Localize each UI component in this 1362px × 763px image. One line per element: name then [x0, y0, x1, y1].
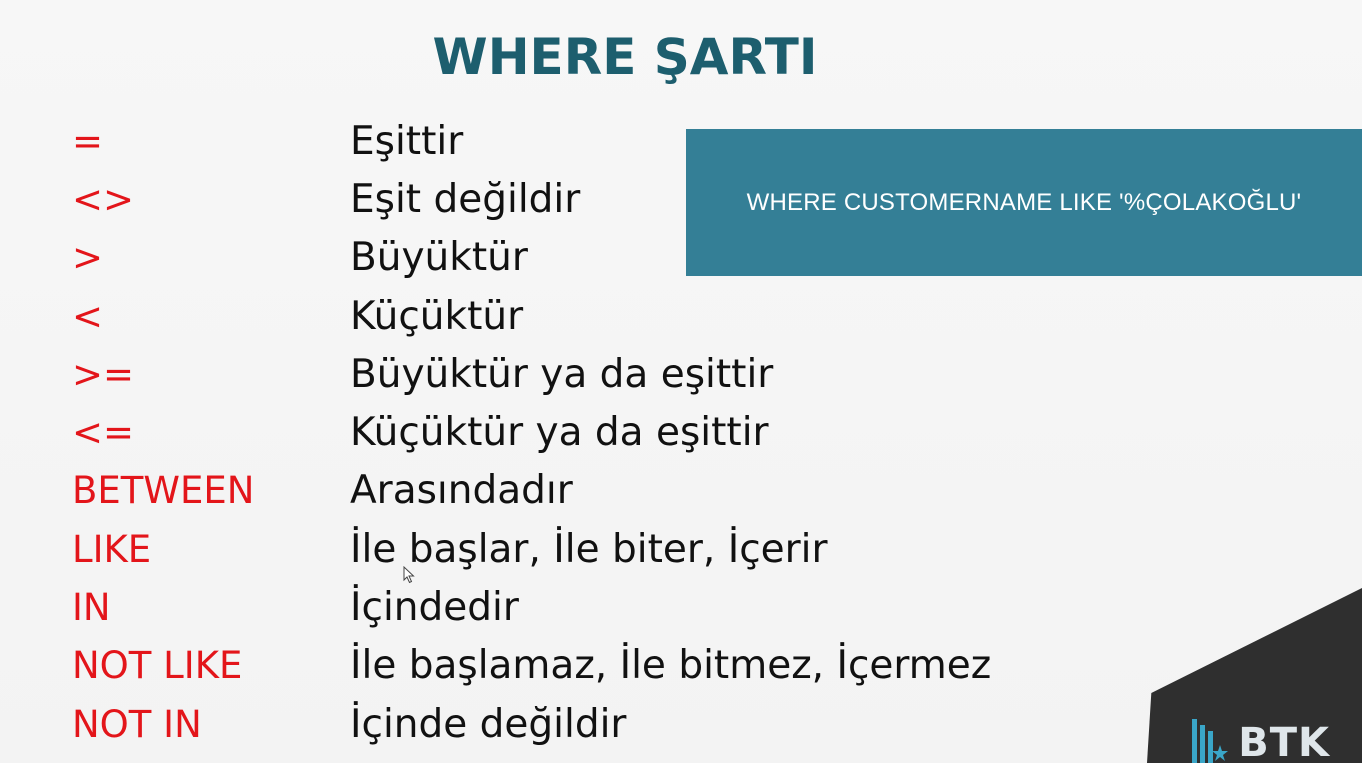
operator-row	[72, 695, 1072, 753]
operator-description: Büyüktür ya da eşittir	[350, 351, 774, 397]
operator-symbol: <	[72, 294, 104, 338]
operator-description: İçinde değildir	[350, 701, 627, 747]
operator-description: İle başlar, İle biter, İçerir	[350, 526, 828, 572]
operator-row	[72, 403, 1072, 461]
operator-symbol: LIKE	[72, 527, 152, 571]
example-query: WHERE CUSTOMERNAME LIKE '%ÇOLAKOĞLU'	[746, 188, 1302, 216]
operator-description: Arasındadır	[350, 468, 573, 514]
operator-row	[72, 345, 1072, 403]
operator-symbol: >	[72, 236, 104, 280]
mouse-cursor-icon	[403, 566, 415, 584]
operator-description: İle başlamaz, İle bitmez, İçermez	[350, 643, 992, 689]
operator-row	[72, 578, 1072, 636]
btk-logo	[1190, 715, 1330, 763]
example-box	[686, 129, 1362, 276]
operator-symbol: NOT LIKE	[72, 644, 243, 688]
operator-row	[72, 287, 1072, 345]
operator-row	[72, 637, 1072, 695]
operator-row	[72, 520, 1072, 578]
operator-symbol: >=	[72, 352, 135, 396]
operator-description: Eşit değildir	[350, 176, 581, 222]
operator-row	[72, 462, 1072, 520]
operator-description: Küçüktür ya da eşittir	[350, 410, 769, 456]
operator-symbol: =	[72, 119, 104, 163]
operator-symbol: <=	[72, 411, 135, 455]
logo-text: BTK	[1238, 720, 1330, 763]
operator-description: Eşittir	[350, 118, 464, 164]
btk-logo-icon	[1190, 715, 1234, 763]
operator-symbol: NOT IN	[72, 702, 202, 746]
operator-description: İçindedir	[350, 585, 519, 631]
operator-description: Küçüktür	[350, 293, 524, 339]
operator-symbol: IN	[72, 586, 111, 630]
operator-symbol: <>	[72, 177, 135, 221]
slide-title: WHERE ŞARTI	[432, 28, 818, 86]
operator-description: Büyüktür	[350, 235, 528, 281]
operator-symbol: BETWEEN	[72, 469, 255, 513]
